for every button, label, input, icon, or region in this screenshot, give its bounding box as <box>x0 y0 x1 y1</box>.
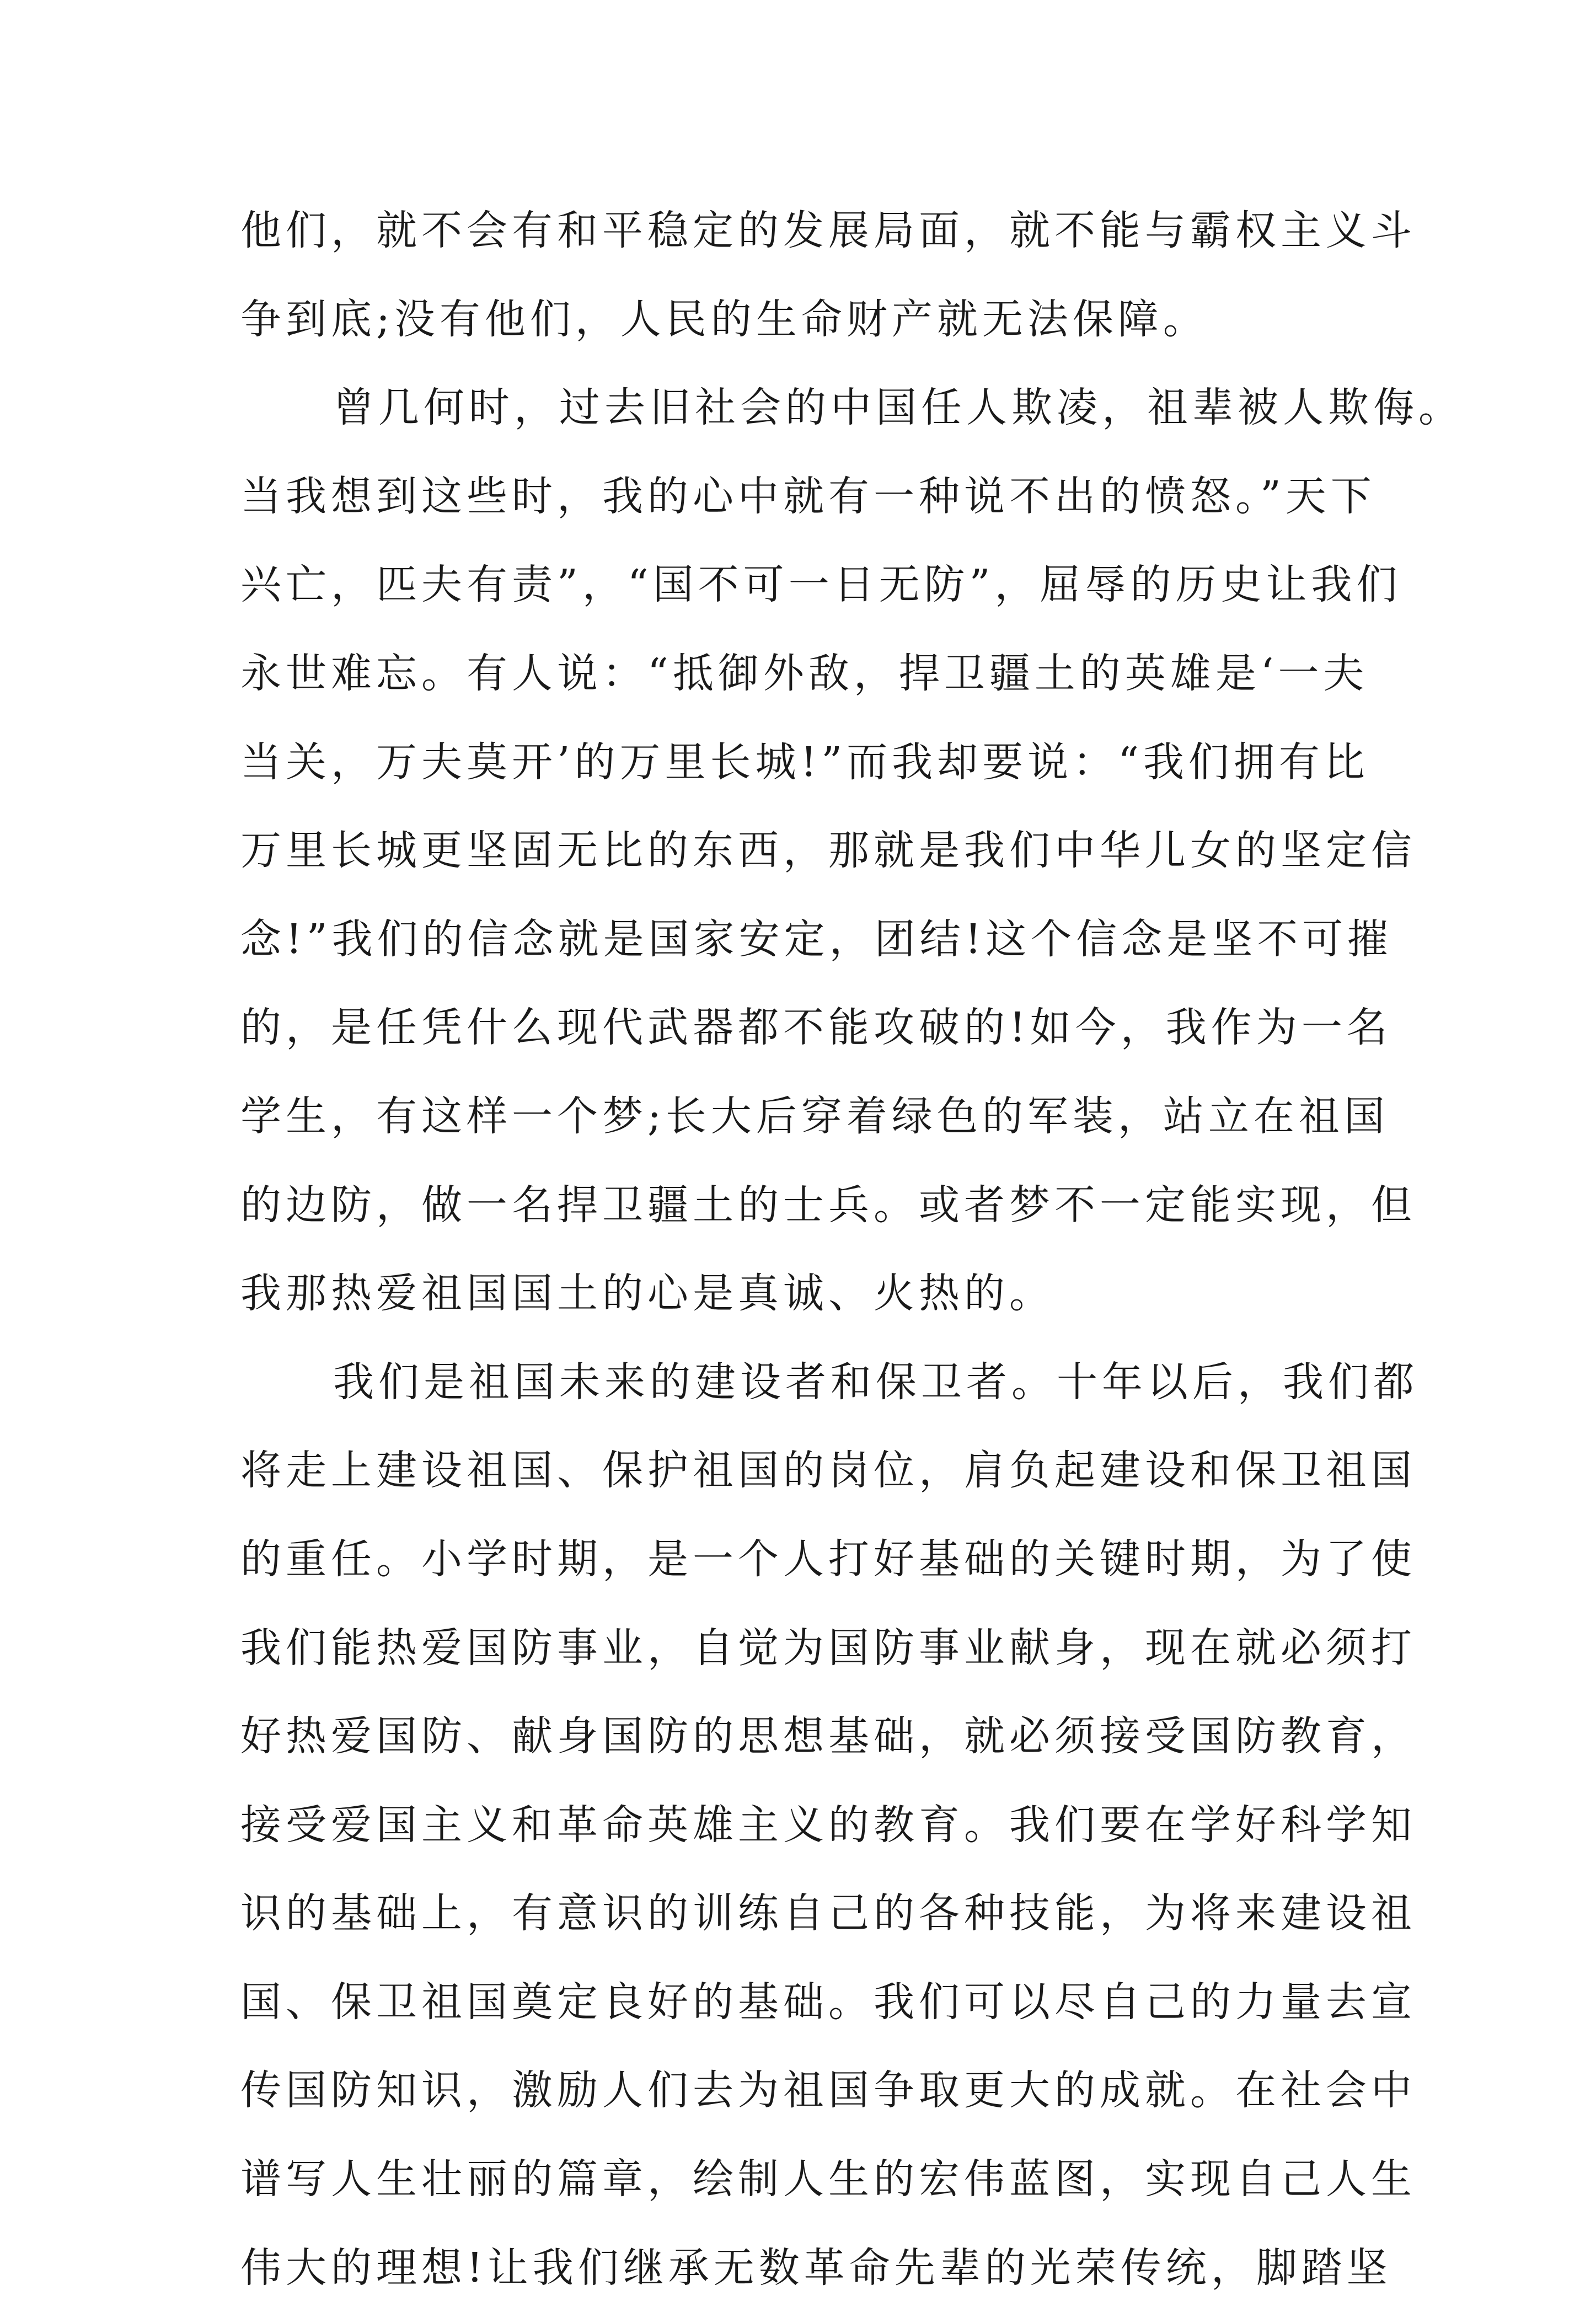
text-line: 好热爱国防、献身国防的思想基础，就必须接受国防教育， <box>240 1712 1416 1760</box>
text-line: 的重任。小学时期，是一个人打好基础的关键时期，为了使 <box>240 1535 1416 1583</box>
text-line: 的边防，做一名捍卫疆土的士兵。或者梦不一定能实现，但 <box>240 1181 1416 1229</box>
text-line: 万里长城更坚固无比的东西，那就是我们中华儿女的坚定信 <box>240 827 1416 875</box>
text-line: 学生，有这样一个梦;长大后穿着绿色的军装，站立在祖国 <box>240 1092 1389 1140</box>
text-line: 传国防知识，激励人们去为祖国争取更大的成就。在社会中 <box>240 2067 1416 2115</box>
text-line: 国、保卫祖国奠定良好的基础。我们可以尽自己的力量去宣 <box>240 1978 1416 2026</box>
text-line: 我们能热爱国防事业，自觉为国防事业献身，现在就必须打 <box>240 1624 1416 1672</box>
text-line: 争到底;没有他们，人民的生命财产就无法保障。 <box>240 295 1208 343</box>
body-text <box>240 186 1464 2312</box>
text-line: 永世难忘。有人说：“抵御外敌，捍卫疆土的英雄是‘一夫 <box>240 649 1369 697</box>
text-line: 的，是任凭什么现代武器都不能攻破的!如今，我作为一名 <box>240 1004 1392 1052</box>
text-line: 接受爱国主义和革命英雄主义的教育。我们要在学好科学知 <box>240 1801 1416 1849</box>
text-line: 兴亡，匹夫有责”，“国不可一日无防”，屈辱的历史让我们 <box>240 561 1402 609</box>
text-line: 当关，万夫莫开’的万里长城!”而我却要说：“我们拥有比 <box>240 738 1369 786</box>
text-line: 伟大的理想!让我们继承无数革命先辈的光荣传统，脚踏坚 <box>240 2244 1392 2292</box>
text-line: 曾几何时，过去旧社会的中国任人欺凌，祖辈被人欺侮。 <box>333 384 1464 432</box>
text-line: 将走上建设祖国、保护祖国的岗位，肩负起建设和保卫祖国 <box>240 1447 1416 1495</box>
text-line: 念!”我们的信念就是国家安定，团结!这个信念是坚不可摧 <box>240 915 1393 963</box>
text-line: 他们，就不会有和平稳定的发展局面，就不能与霸权主义斗 <box>240 207 1416 254</box>
text-line: 我那热爱祖国国土的心是真诚、火热的。 <box>240 1270 1054 1318</box>
text-line: 谱写人生壮丽的篇章，绘制人生的宏伟蓝图，实现自己人生 <box>240 2155 1416 2203</box>
text-line: 当我想到这些时，我的心中就有一种说不出的愤怒。”天下 <box>240 472 1376 520</box>
text-line: 我们是祖国未来的建设者和保卫者。十年以后，我们都 <box>333 1358 1418 1406</box>
text-line: 识的基础上，有意识的训练自己的各种技能，为将来建设祖 <box>240 1890 1416 1938</box>
